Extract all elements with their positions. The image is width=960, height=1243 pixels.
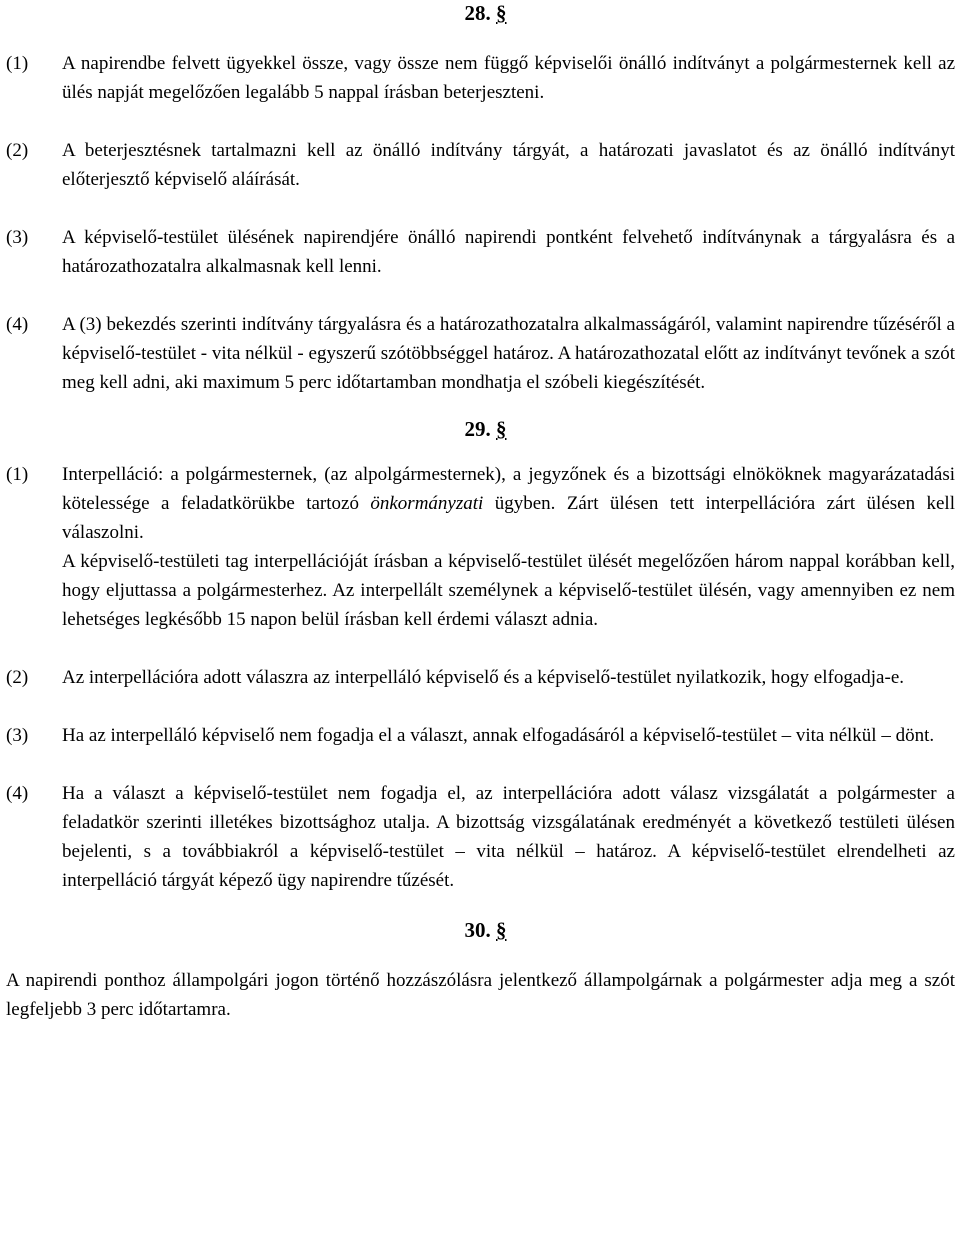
paragraph-number: (3) [6, 725, 29, 746]
paragraph-number: (4) [6, 314, 29, 335]
paragraph [6, 136, 955, 194]
paragraph-number: (2) [6, 140, 29, 161]
section-28 [6, 1, 955, 397]
paragraph-number: (4) [6, 783, 29, 804]
paragraph [6, 779, 955, 895]
paragraph-continuation: A képviselő-testületi tag interpellációját írásban a képviselő-testület ülését megelőzően három nappal korábban kell, hogy eljuttassa a polgármesterhez. Az interpellált személynek a képviselő-testület ülésén, vagy amennyiben ez nem lehetséges legkésőbb 15 napon belül írásban kell érdemi választ adnia. [62, 551, 955, 630]
section-heading [6, 417, 955, 441]
paragraph-number: (2) [6, 667, 29, 688]
section-body: A napirendi ponthoz állampolgári jogon történő hozzászólásra jelentkező állampolgárnak a polgármester adja meg a szót legfeljebb 3 perc időtartamra. [6, 970, 955, 1020]
italic-term: önkormányzati [370, 493, 484, 514]
paragraph-number: (1) [6, 464, 29, 485]
paragraph [6, 223, 955, 281]
text-after-italic: ügyben. Zárt ülésen tett interpellációra zárt ülésen kell válaszolni. [62, 493, 955, 543]
text-before-italic: Interpelláció: a polgármesternek, (az alpolgármesternek), a jegyzőnek és a bizottsági elnököknek magyarázatadási kötelessége a feladatkörükbe tartozó [62, 464, 955, 514]
section-number: 29. [464, 417, 491, 441]
paragraph-first-part [62, 460, 955, 547]
section-sign: § [496, 1, 507, 25]
section-heading [6, 1, 955, 25]
section-30 [6, 918, 955, 1024]
paragraph-text: Az interpellációra adott válaszra az interpelláló képviselő és a képviselő-testület nyilatkozik, hogy elfogadja-e. [62, 667, 905, 688]
paragraph-number: (3) [6, 227, 29, 248]
section-heading [6, 918, 955, 942]
section-number: 28. [464, 1, 491, 25]
section-29 [6, 417, 955, 895]
paragraph-text: A (3) bekezdés szerinti indítvány tárgyalásra és a határozathozatalra alkalmasságáról, valamint napirendre tűzéséről a képviselő-testület - vita nélkül - egyszerű szótöbbséggel határoz. A határozathozatal előtt az indítványt tevőnek a szót meg kell adni, aki maximum 5 perc időtartamban mondhatja el szóbeli kiegészítését. [62, 314, 955, 393]
paragraph [6, 310, 955, 397]
paragraph-text: Ha az interpelláló képviselő nem fogadja el a választ, annak elfogadásáról a képviselő-testület – vita nélkül – dönt. [62, 725, 935, 746]
paragraph [6, 721, 955, 750]
section-sign: § [496, 918, 507, 942]
paragraph-text [62, 460, 955, 634]
paragraph-text: A beterjesztésnek tartalmazni kell az önálló indítvány tárgyát, a határozati javaslatot és az önálló indítványt előterjesztő képviselő aláírását. [62, 140, 955, 190]
paragraph-text: A napirendbe felvett ügyekkel össze, vagy össze nem függő képviselői önálló indítványt a polgármesternek kell az ülés napját megelőzően legalább 5 nappal írásban beterjeszteni. [62, 53, 955, 103]
paragraph [6, 663, 955, 692]
paragraph-text: Ha a választ a képviselő-testület nem fogadja el, az interpellációra adott válasz vizsgálatát a polgármester a feladatkör szerinti illetékes bizottsághoz utalja. A bizottság vizsgálatának eredményét a következő testületi ülésen bejelenti, s a továbbiakról a képviselő-testület – vita nélkül – határoz. A képviselő-testület elrendelheti az interpelláció tárgyát képező ügy napirendre tűzését. [62, 783, 955, 891]
section-number: 30. [464, 918, 491, 942]
paragraph [6, 49, 955, 107]
paragraph [6, 460, 955, 634]
document-page [0, 1, 960, 1243]
paragraph-text: A képviselő-testület ülésének napirendjére önálló napirendi pontként felvehető indítványnak a tárgyalásra és a határozathozatalra alkalmasnak kell lenni. [62, 227, 955, 277]
section-sign: § [496, 417, 507, 441]
paragraph-number: (1) [6, 53, 29, 74]
